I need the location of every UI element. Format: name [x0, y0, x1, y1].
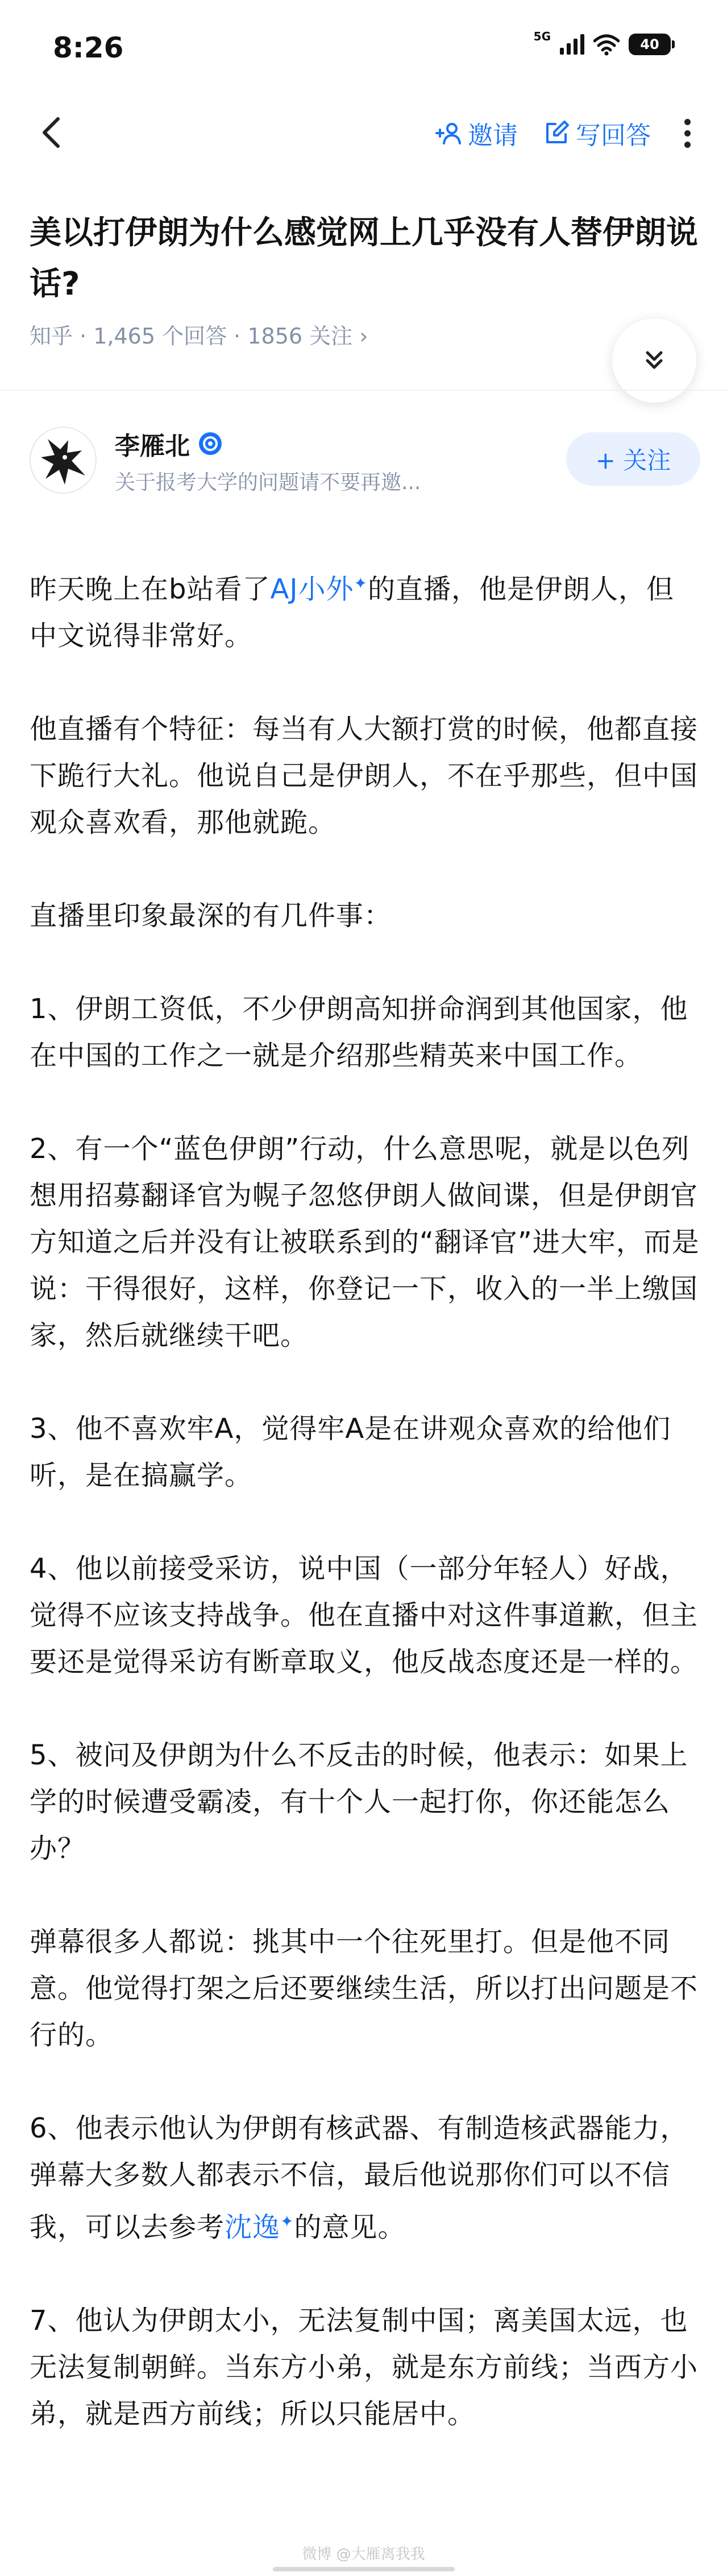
answer-paragraph: 昨天晚上在b站看了AJ小外✦的直播，他是伊朗人，但中文说得非常好。 — [30, 573, 674, 652]
dragon-avatar-icon — [31, 428, 97, 494]
answer-paragraph: 4、他以前接受采访，说中国（一部分年轻人）好战，觉得不应该支持战争。他在直播中对这件事道歉，但主要还是觉得采访有断章取义，他反战态度还是一样的。 — [30, 1553, 699, 1678]
signal-icon — [560, 34, 584, 55]
answer-paragraph: 6、他表示他认为伊朗有核武器、有制造核武器能力，弹幕大多数人都表示不信，最后他说那你们可以不信我，可以去参考沈逸✦的意见。 — [30, 2112, 688, 2243]
more-options-icon[interactable] — [676, 115, 699, 151]
wifi-icon — [593, 33, 620, 56]
watermark: 微博 @大雁离我我 — [302, 2546, 425, 2563]
invite-label: 邀请 — [468, 121, 518, 150]
answer-paragraph: 3、他不喜欢牢A，觉得牢A是在讲观众喜欢的给他们听，是在搞赢学。 — [30, 1413, 671, 1491]
write-answer-label: 写回答 — [576, 121, 651, 150]
verified-badge-icon — [198, 431, 223, 456]
avatar[interactable] — [30, 427, 97, 494]
nav-bar — [0, 85, 727, 182]
question-meta[interactable]: 知乎 · 1,465 个回答 · 1856 关注 › — [30, 324, 368, 349]
answer-content — [30, 560, 700, 2437]
link-aj-xiaowai[interactable]: AJ小外 — [270, 573, 354, 605]
status-bar — [0, 0, 727, 85]
question-title[interactable]: 美以打伊朗为什么感觉网上几乎没有人替伊朗说话? — [30, 214, 698, 303]
double-chevron-down-icon — [641, 347, 668, 374]
author-name-row[interactable] — [115, 425, 223, 462]
answer-paragraph: 1、伊朗工资低，不少伊朗高知拼命润到其他国家，他在中国的工作之一就是介绍那些精英来中国工作。 — [30, 993, 688, 1072]
author-name: 李雁北 — [115, 432, 190, 461]
answer-paragraph: 5、被问及伊朗为什么不反击的时候，他表示：如果上学的时候遭受霸凌，有十个人一起打你，你还能怎么办？ — [30, 1739, 688, 1864]
author-bar — [30, 421, 700, 506]
answer-paragraph: 他直播有个特征：每当有人大额打赏的时候，他都直接下跪行大礼。他说自己是伊朗人，不在乎那些，但中国观众喜欢看，那他就跪。 — [30, 713, 699, 838]
answer-paragraph: 弹幕很多人都说：挑其中一个往死里打。但是他不同意。他觉得打架之后还要继续生活，所以打出问题是不行的。 — [30, 1926, 699, 2051]
status-time: 8:26 — [53, 31, 124, 64]
answer-paragraph: 7、他认为伊朗太小，无法复制中国；离美国太远，也无法复制朝鲜。当东方小弟，就是东方前线；当西方小弟，就是西方前线；所以只能居中。 — [30, 2305, 699, 2430]
search-spark-icon: ✦ — [354, 574, 368, 593]
follow-button[interactable]: + 关注 — [566, 432, 700, 486]
link-shen-yi[interactable]: 沈逸 — [225, 2211, 281, 2243]
search-spark-icon: ✦ — [280, 2212, 294, 2231]
write-answer-button[interactable] — [543, 115, 651, 151]
nav-actions — [435, 115, 699, 151]
battery-icon — [629, 34, 675, 55]
edit-icon — [543, 119, 570, 147]
home-indicator[interactable] — [273, 2567, 455, 2571]
answer-paragraph: 2、有一个“蓝色伊朗”行动，什么意思呢，就是以色列想用招募翻译官为幌子忽悠伊朗人做间谍，但是伊朗官方知道之后并没有让被联系到的“翻译官”进大牢，而是说：干得很好，这样，你登记一下，收入的一半上缴国家，然后就继续干吧。 — [30, 1133, 700, 1351]
back-arrow-icon[interactable] — [30, 110, 75, 155]
answer-paragraph: 直播里印象最深的有几件事： — [30, 900, 392, 932]
invite-user-icon — [435, 119, 462, 147]
divider — [0, 390, 727, 391]
status-icons — [533, 30, 675, 56]
battery-level: 40 — [629, 34, 671, 55]
invite-button[interactable] — [435, 115, 518, 151]
author-bio: 关于报考大学的问题请不要再邀... — [115, 471, 421, 494]
network-type: 5G — [533, 30, 551, 43]
